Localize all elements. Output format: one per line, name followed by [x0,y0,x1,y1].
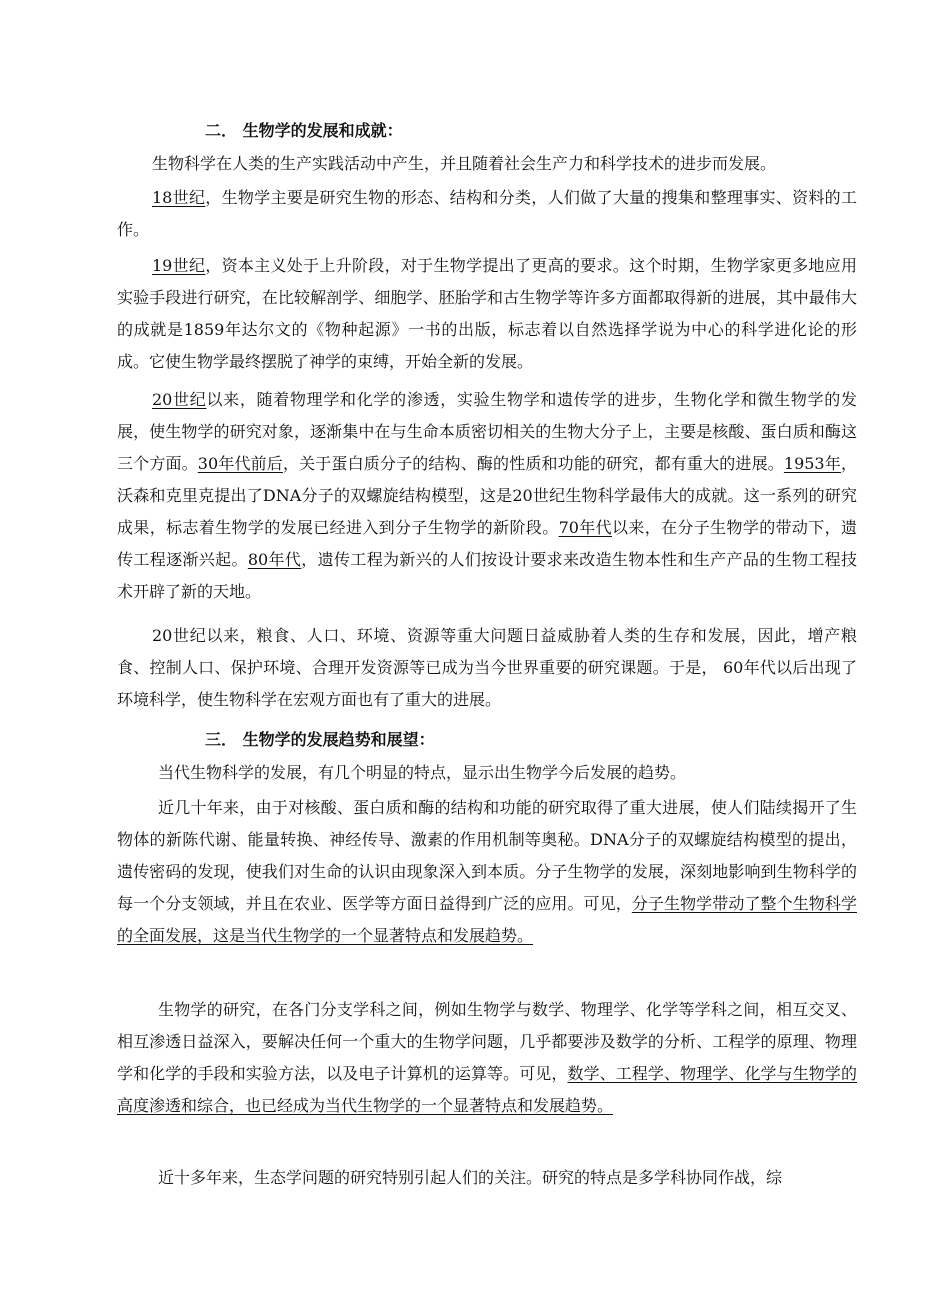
paragraph [117,994,857,1122]
paragraph [117,1163,857,1193]
paragraph-text: 当代生物科学的发展，有几个明显的特点，显示出生物学今后发展的趋势。 [158,763,687,782]
underlined-conclusion: 数学、工程学、物理学、化学与生物学的高度渗透和综合，也已经成为当代生物学的一个显著特点和发展趋势。 [117,1064,857,1115]
section-2-heading: 二． 生物学的发展和成就： [205,121,403,140]
underlined-date: 20世纪 [152,390,207,409]
paragraph-text: 近十多年来，生态学问题的研究特别引起人们的关注。研究的特点是多学科协同作战，综 [158,1168,783,1187]
paragraph-text: ，沃森和克里克提出了DNA分子的双螺旋结构模型，这是20世纪生物科学最伟大的成就。这一系列的研究成果，标志着生物学的发展已经进入到分子生物学的新阶段。 [117,454,857,537]
underlined-date: 80年代 [247,550,302,569]
paragraph-text: 近几十年来，由于对核酸、蛋白质和酶的结构和功能的研究取得了重大进展，使人们陆续揭开了生物体的新陈代谢、能量转换、神经传导、激素的作用机制等奥秘。DNA分子的双螺旋结构模型的提出，遗传密码的发现，使我们对生命的认识由现象深入到本质。分子生物学的发展，深刻地影响到生物科学的每一个分支领域，并且在农业、医学等方面日益得到广泛的应用。可见， [117,798,857,913]
paragraph-text: 20世纪以来，粮食、人口、环境、资源等重大问题日益威胁着人类的生存和发展，因此，增产粮食、控制人口、保护环境、合理开发资源等已成为当今世界重要的研究课题。于是， 60年代以后出现了环境科学，使生物科学在宏观方面也有了重大的进展。 [117,626,857,709]
paragraph-text: 以来，随着物理学和化学的渗透，实验生物学和遗传学的进步，生物化学和微生物学的发展，使生物学的研究对象，逐渐集中在与生命本质密切相关的生物大分子上，主要是核酸、蛋白质和酶这三个方面。 [117,390,857,473]
paragraph-text: ，关于蛋白质分子的结构、酶的性质和功能的研究，都有重大的进展。 [282,454,784,473]
underlined-date: 18世纪 [152,188,206,207]
paragraph [117,792,857,952]
paragraph [117,384,857,608]
underlined-date: 70年代 [558,518,613,537]
paragraph-text: ，遗传工程为新兴的人们按设计要求来改造生物本性和生产产品的生物工程技术开辟了新的天地。 [117,550,857,601]
paragraph-text: 以来，在分子生物学的带动下，遗传工程逐渐兴起。 [117,518,857,569]
paragraph [117,149,857,179]
underlined-date: 30年代前后 [197,454,283,473]
paragraph [117,620,857,716]
underlined-date: 1953年 [783,454,841,473]
paragraph [117,758,857,788]
paragraph [117,182,857,246]
paragraph-text: 生物科学在人类的生产实践活动中产生，并且随着社会生产力和科学技术的进步而发展。 [152,154,777,173]
paragraph-text: ，生物学主要是研究生物的形态、结构和分类，人们做了大量的搜集和整理事实、资料的工作。 [117,188,857,239]
paragraph-text: 生物学的研究，在各门分支学科之间，例如生物学与数学、物理学、化学等学科之间，相互交叉、相互渗透日益深入，要解决任何一个重大的生物学问题，几乎都要涉及数学的分析、工程学的原理、物理学和化学的手段和实验方法，以及电子计算机的运算等。可见， [117,1000,857,1083]
paragraph [117,250,857,378]
paragraph-text: ，资本主义处于上升阶段，对于生物学提出了更高的要求。这个时期，生物学家更多地应用实验手段进行研究，在比较解剖学、细胞学、胚胎学和古生物学等许多方面都取得新的进展，其中最伟大的成就是1859年达尔文的《物种起源》一书的出版，标志着以自然选择学说为中心的科学进化论的形成。它使生物学最终摆脱了神学的束缚，开始全新的发展。 [117,256,857,371]
section-3-heading: 三． 生物学的发展趋势和展望： [205,730,435,749]
underlined-date: 19世纪 [152,256,206,275]
underlined-conclusion: 分子生物学带动了整个生物科学的全面发展，这是当代生物学的一个显著特点和发展趋势。 [117,894,857,945]
